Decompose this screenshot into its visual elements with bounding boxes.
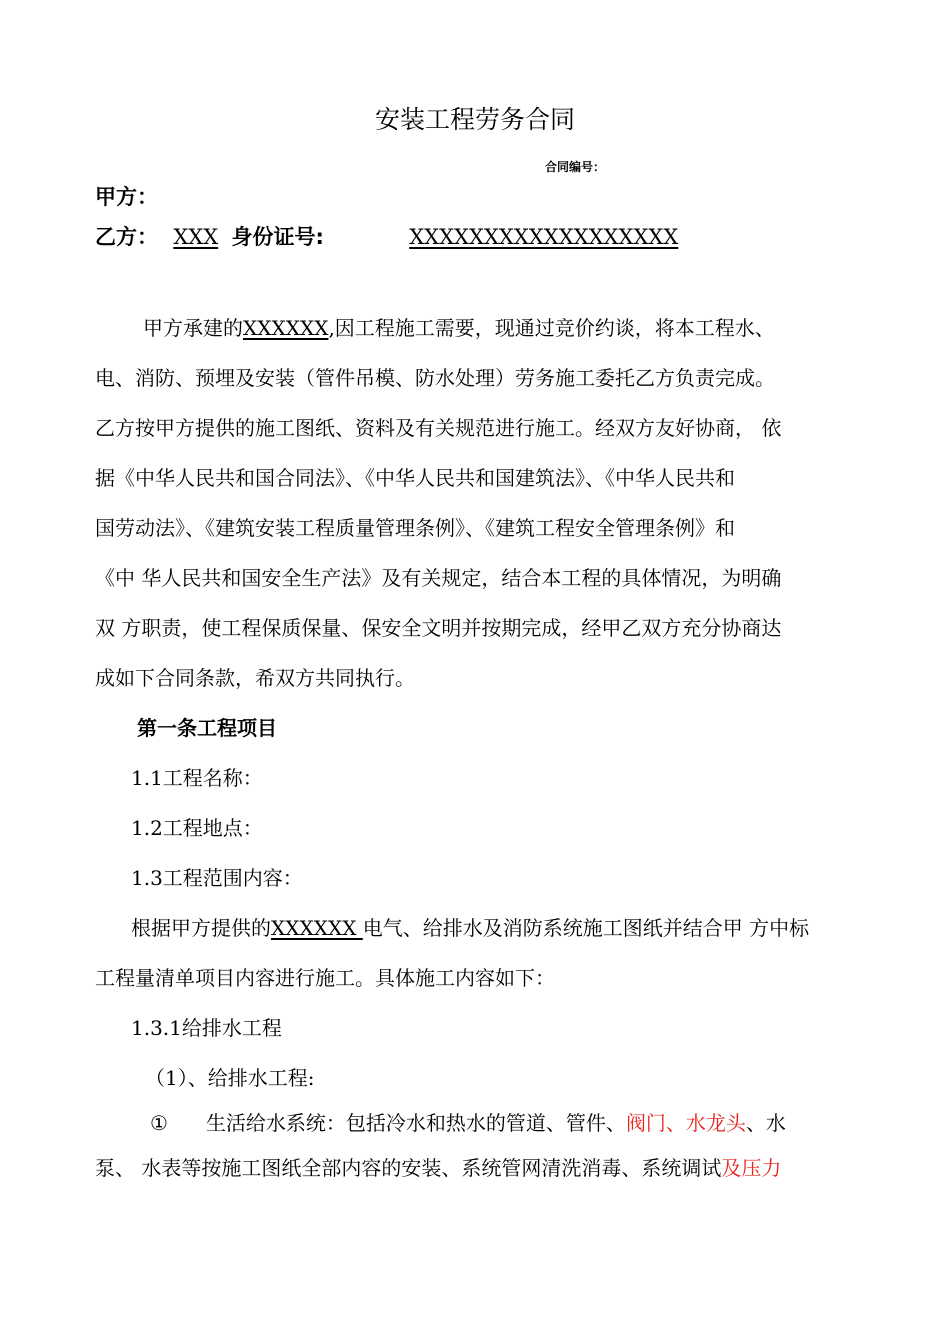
project-name-placeholder: XXXXXX	[271, 916, 363, 940]
project-name-placeholder: XXXXXX	[243, 316, 329, 340]
intro-text: 甲方承建的	[143, 316, 243, 340]
scope-text: 根据甲方提供的	[131, 916, 271, 940]
id-number-value: XXXXXXXXXXXXXXXXXX	[409, 225, 679, 249]
intro-text: ,因工程施工需要，现通过竞价约谈，将本工程水、	[328, 316, 775, 340]
highlighted-text: 及压力	[721, 1156, 782, 1180]
article-1-heading: 第一条工程项目	[137, 716, 277, 740]
supply-text: 泵、 水表等按施工图纸全部内容的安装、系统管网清洗消毒、系统调试	[95, 1156, 722, 1180]
water-supply-line-2	[95, 1153, 867, 1183]
party-a-line	[95, 181, 158, 211]
intro-line-3: 乙方按甲方提供的施工图纸、资料及有关规范进行施工。经双方友好协商， 依	[95, 416, 782, 440]
intro-line-4: 据《中华人民共和国合同法》、《中华人民共和国建筑法》、《中华人民共和	[95, 466, 735, 490]
supply-text: 、水	[745, 1111, 786, 1135]
highlighted-text: 阀门、水龙头	[625, 1111, 746, 1135]
item-1-3-project-scope: 1.3工程范围内容：	[131, 866, 303, 890]
scope-text: 电气、给排水及消防系统施工图纸并结合甲 方中标	[362, 916, 810, 940]
party-b-name: XXX	[173, 225, 219, 249]
item-1-2-project-location: 1.2工程地点：	[131, 816, 263, 840]
intro-line-6: 《中 华人民共和国安全生产法》及有关规定，结合本工程的具体情况，为明确	[95, 566, 782, 590]
item-1-1-project-name: 1.1工程名称：	[131, 766, 263, 790]
document-title: 安装工程劳务合同	[374, 105, 575, 134]
party-a-label: 甲方：	[95, 185, 158, 209]
intro-line-5: 国劳动法》、《建筑安装工程质量管理条例》、《建筑工程安全管理条例》和	[95, 516, 735, 540]
party-b-line	[95, 221, 678, 251]
scope-line-1	[131, 913, 867, 943]
intro-line-7: 双 方职责，使工程保质保量、保安全文明并按期完成，经甲乙双方充分协商达	[95, 616, 782, 640]
intro-line-8: 成如下合同条款，希双方共同执行。	[95, 666, 415, 690]
intro-line-1	[143, 313, 867, 343]
circled-number: ①	[150, 1111, 168, 1135]
item-1-3-1-plumbing: 1.3.1给排水工程	[131, 1016, 282, 1040]
intro-line-2: 电、消防、预埋及安装（管件吊模、防水处理）劳务施工委托乙方负责完成。	[95, 366, 775, 390]
sub-item-plumbing: （1）、给排水工程:	[145, 1066, 315, 1090]
id-number-label: 身份证号:	[231, 225, 324, 249]
scope-line-2: 工程量清单项目内容进行施工。具体施工内容如下：	[95, 966, 555, 990]
party-b-label: 乙方：	[95, 225, 158, 249]
contract-number-label: 合同编号：	[545, 160, 606, 174]
water-supply-line-1	[150, 1108, 867, 1138]
supply-text: 生活给水系统：包括冷水和热水的管道、管件、	[205, 1111, 626, 1135]
